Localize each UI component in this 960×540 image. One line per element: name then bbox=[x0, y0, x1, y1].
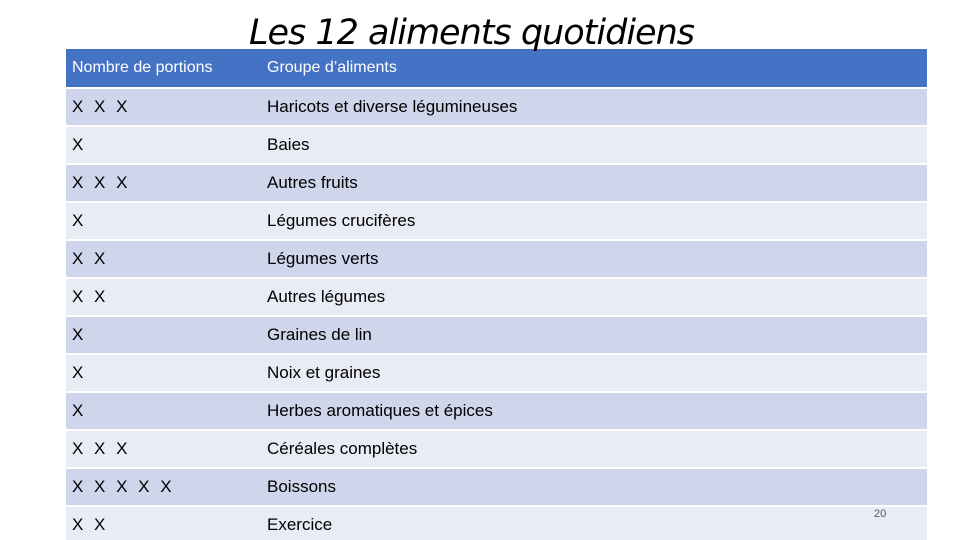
page-number: 20 bbox=[874, 508, 887, 520]
table-row bbox=[66, 240, 927, 278]
food-group-cell: Légumes verts bbox=[261, 240, 927, 278]
food-group-cell: Graines de lin bbox=[261, 316, 927, 354]
table-row bbox=[66, 468, 927, 506]
portions-cell: X bbox=[66, 202, 261, 240]
food-group-cell: Haricots et diverse légumineuses bbox=[261, 88, 927, 126]
header-food-group: Groupe d’aliments bbox=[261, 49, 927, 88]
table-row bbox=[66, 278, 927, 316]
food-group-cell: Légumes crucifères bbox=[261, 202, 927, 240]
portions-cell: X X X bbox=[66, 164, 261, 202]
portions-cell: X X X bbox=[66, 88, 261, 126]
food-group-cell: Noix et graines bbox=[261, 354, 927, 392]
table-row bbox=[66, 88, 927, 126]
food-group-cell: Autres fruits bbox=[261, 164, 927, 202]
table-row bbox=[66, 164, 927, 202]
table-row bbox=[66, 506, 927, 540]
header-portions: Nombre de portions bbox=[66, 49, 261, 88]
table-row bbox=[66, 354, 927, 392]
table-row bbox=[66, 126, 927, 164]
food-group-cell: Céréales complètes bbox=[261, 430, 927, 468]
table-row bbox=[66, 392, 927, 430]
slide-title: Les 12 aliments quotidiens bbox=[249, 13, 694, 53]
portions-cell: X X X bbox=[66, 430, 261, 468]
portions-cell: X bbox=[66, 316, 261, 354]
food-group-cell: Herbes aromatiques et épices bbox=[261, 392, 927, 430]
food-group-cell: Baies bbox=[261, 126, 927, 164]
portions-cell: X bbox=[66, 392, 261, 430]
portions-cell: X X X X X bbox=[66, 468, 261, 506]
food-group-cell: Autres légumes bbox=[261, 278, 927, 316]
portions-cell: X X bbox=[66, 506, 261, 540]
portions-cell: X X bbox=[66, 240, 261, 278]
portions-cell: X bbox=[66, 354, 261, 392]
table-row bbox=[66, 316, 927, 354]
table-body bbox=[66, 88, 927, 540]
table-row bbox=[66, 202, 927, 240]
portions-cell: X bbox=[66, 126, 261, 164]
food-groups-table bbox=[66, 49, 927, 540]
table-row bbox=[66, 430, 927, 468]
food-group-cell: Boissons bbox=[261, 468, 927, 506]
portions-cell: X X bbox=[66, 278, 261, 316]
food-group-cell: Exercice bbox=[261, 506, 927, 540]
